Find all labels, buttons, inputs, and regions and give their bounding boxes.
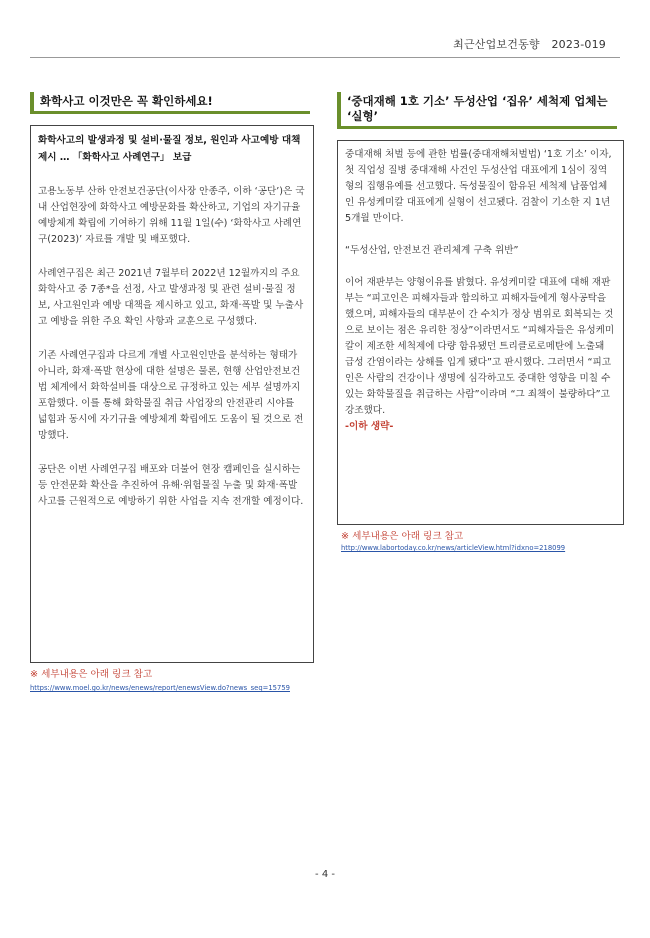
right-link[interactable]: http://www.labortoday.co.kr/news/articleView.html?idxno=218099 [341, 544, 566, 552]
right-note: ※ 세부내용은 아래 링크 참고 [341, 531, 464, 542]
left-paragraph-1: 고용노동부 산하 안전보건공단(이사장 안종주, 이하 ‘공단’)은 국내 산업현장에 화학사고 예방문화를 확산하고, 기업의 자기규율 예방체계 확립에 기여하기 위해 11월 1일(수) ‘화학사고 사례연구(2023)’ 자료를 개발 및 배포했다. [38, 186, 305, 245]
header-rule [30, 57, 620, 58]
right-paragraph-1: 중대재해 처벌 등에 관한 법률(중대재해처벌법) ‘1호 기소’ 이자, 첫 직업성 질병 중대재해 사건인 두성산업 대표에게 1심이 징역형의 집행유예를 선고했다. 독성물질이 함유된 세척제 납품업체인 유성케미칼 대표에게 실형이 선고됐다. 검찰이 기소한 지 1년5개월 만이다. [345, 149, 612, 224]
left-section-title: 화학사고 이것만은 꼭 확인하세요! [30, 92, 310, 114]
left-paragraph-3: 기존 사례연구집과 다르게 개별 사고원인만을 분석하는 형태가 아니라, 화재·폭발 현상에 대한 설명은 물론, 현행 산업안전보건법 체계에서 화학설비를 대상으로 규정하고 있는 세부 설명까지 포함했다. 이를 통해 화학물질 취급 사업장의 안전관리 시야를 넓힘과 동시에 자기규율 예방체계 확립에도 도움이 될 것으로 전망했다. [38, 350, 304, 441]
left-note: ※ 세부내용은 아래 링크 참고 [30, 669, 153, 680]
left-article-box [30, 125, 314, 663]
header-meta [445, 36, 606, 52]
right-article-box [337, 140, 624, 525]
page-number: - 4 - [315, 869, 335, 880]
issue-number: 2023-019 [551, 38, 606, 51]
right-omitted: -이하 생략- [345, 421, 394, 432]
left-link[interactable]: https://www.moel.go.kr/news/enews/report/enewsView.do?news_seq=15759 [30, 684, 290, 692]
left-lead: 화학사고의 발생과정 및 설비·물질 정보, 원인과 사고예방 대책 제시 … 「화학사고 사례연구」 보급 [38, 135, 301, 163]
right-paragraph-2: “두성산업, 안전보건 관리체계 구축 위반” [345, 245, 519, 256]
publication-name: 최근산업보건동향 [453, 38, 540, 51]
left-paragraph-2: 사례연구집은 최근 2021년 7월부터 2022년 12월까지의 주요 화학사고 중 7종*을 선정, 사고 발생과정 및 관련 설비·물질 정보, 사고원인과 예방 대책을 제시하고 있고, 화재·폭발 및 누출사고 예방을 위한 주요 확인 사항과 교훈으로 구성했다. [38, 268, 304, 327]
right-paragraph-3: 이어 재판부는 양형이유를 밝혔다. 유성케미칼 대표에 대해 재판부는 “피고인은 피해자들과 합의하고 피해자들에게 형사공탁을 했으며, 피해자들의 대부분이 간 수치가 정상 범위로 회복되는 것으로 보이는 점은 유리한 정상”이라면서도 “피해자들은 유성케미칼이 제조한 세척제에 다량 함유됐던 트리클로로메탄에 노출돼 급성 간염이라는 상해를 입게 됐다”고 판시했다. 그러면서 “피고인은 사람의 건강이나 생명에 심각하고도 중대한 영향을 미칠 수 있는 화학물질을 취급하는 사람”이라며 “그 죄책이 불량하다”고 강조했다. [345, 277, 615, 416]
left-paragraph-4: 공단은 이번 사례연구집 배포와 더불어 현장 캠페인을 실시하는 등 안전문화 확산을 추진하여 유해·위험물질 누출 및 화재·폭발사고를 근원적으로 예방하기 위한 사업을 지속 전개할 예정이다. [38, 464, 304, 507]
right-section-title: ‘중대재해 1호 기소’ 두성산업 ‘집유’ 세척제 업체는 ‘실형’ [337, 92, 617, 129]
